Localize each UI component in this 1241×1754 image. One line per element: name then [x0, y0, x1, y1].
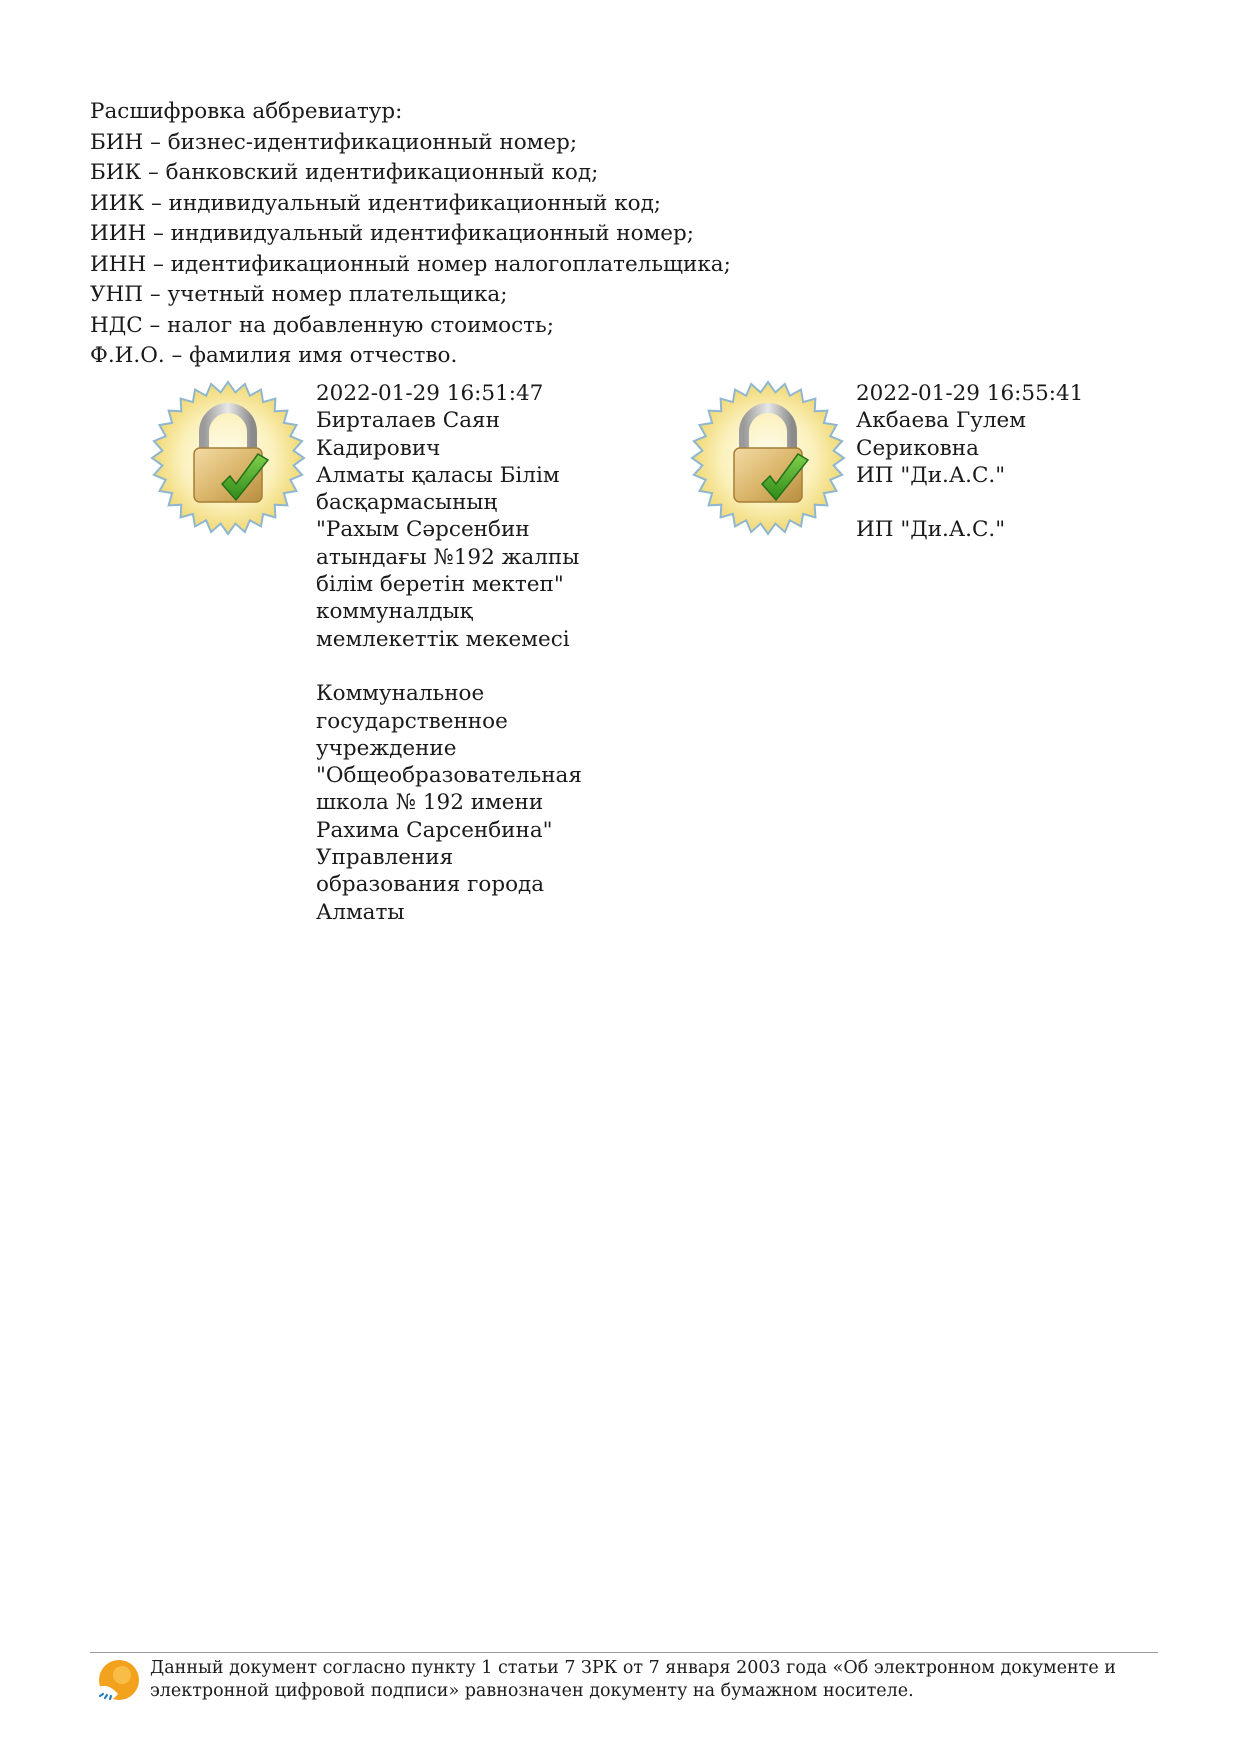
signature-details	[316, 380, 586, 926]
abbreviation-item: НДС – налог на добавленную стоимость;	[90, 312, 554, 338]
footer-divider	[90, 1652, 1158, 1653]
signer-organization-kz: Алматы қаласы Білім басқармасының "Рахым Сәрсенбин атындағы №192 жалпы білім беретін мектеп" коммуналдық мемлекеттік мекемесі	[316, 462, 580, 652]
abbreviations-heading: Расшифровка аббревиатур:	[90, 99, 403, 124]
signer-name: Бирталаев Саян Кадирович	[316, 408, 500, 461]
signer-name: Акбаева Гулем Сериковна	[856, 408, 1026, 461]
legal-disclaimer: Данный документ согласно пункту 1 статьи 7 ЗРК от 7 января 2003 года «Об электронном документе и электронной цифровой подписи» равнозначен документу на бумажном носителе.	[150, 1658, 1116, 1701]
abbreviation-item: ИНН – идентификационный номер налогоплательщика;	[90, 251, 731, 277]
egov-sun-logo-icon	[92, 1656, 142, 1706]
abbreviations-legend	[90, 97, 731, 372]
abbreviation-item: УНП – учетный номер плательщика;	[90, 282, 508, 307]
signature-details	[856, 380, 1116, 544]
signature-timestamp: 2022-01-29 16:55:41	[856, 381, 1084, 406]
signer-organization-kz: ИП "Ди.А.С."	[856, 462, 1006, 488]
signature-timestamp: 2022-01-29 16:51:47	[316, 381, 544, 406]
verified-lock-seal-icon	[150, 380, 306, 536]
abbreviation-item: ИИН – индивидуальный идентификационный номер;	[90, 221, 695, 246]
verified-lock-seal-icon	[690, 380, 846, 536]
signer-organization-ru: ИП "Ди.А.С."	[856, 517, 1006, 543]
signer-organization-ru: Коммунальное государственное учреждение "Общеобразовательная школа № 192 имени Рахима Сарсенбина" Управления образования города Алматы	[316, 681, 582, 925]
abbreviation-item: БИК – банковский идентификационный код;	[90, 160, 599, 185]
abbreviation-item: ИИК – индивидуальный идентификационный код;	[90, 190, 662, 216]
abbreviation-item: Ф.И.О. – фамилия имя отчество.	[90, 343, 458, 368]
abbreviation-item: БИН – бизнес-идентификационный номер;	[90, 129, 578, 155]
